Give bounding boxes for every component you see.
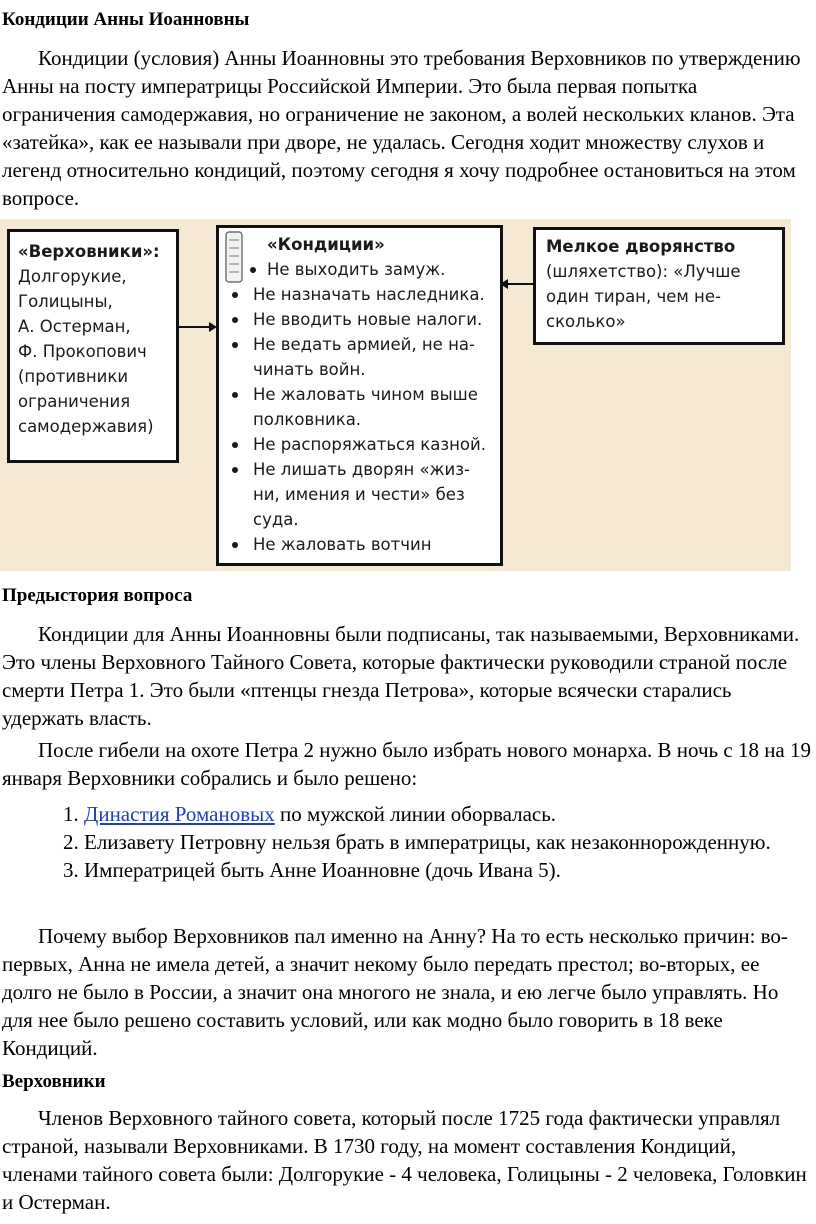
- minor-nobility-box: [533, 227, 785, 345]
- verkhovniki-title: «Верховники»:: [18, 242, 160, 261]
- condition-item: Не жаловать чином выше полковника.: [219, 382, 500, 432]
- conditions-title: «Кондиции»: [267, 235, 385, 254]
- condition-item: Не жаловать вотчин: [219, 532, 500, 557]
- arrow-right-icon: [179, 319, 219, 335]
- minor-nobility-line: один тиран, чем не-: [546, 287, 721, 306]
- arrow-left-icon: [500, 276, 536, 292]
- condition-item: Не ведать армией, не на- чинать войн.: [219, 332, 500, 382]
- minor-nobility-line: сколько»: [546, 312, 626, 331]
- condition-item: Не вводить новые налоги.: [219, 307, 500, 332]
- romanov-dynasty-link[interactable]: Династия Романовых: [84, 802, 275, 826]
- background-paragraph-3: Почему выбор Верховников пал именно на Анну? На то есть несколько причин: во-первых, Анна не имела детей, а значит некому было передать престол; во-вторых, ее долго не было в России, а значит она многого не знала, и ею легче было управлять. Но для нее было решено составить условий, или как модно было говорить в 18 веке Кондиций.: [2, 924, 788, 1060]
- conditions-list: [219, 257, 500, 557]
- verkhovniki-line: (противники: [18, 367, 129, 386]
- verkhovniki-line: Долгорукие,: [18, 267, 127, 286]
- background-paragraph-2: После гибели на охоте Петра 2 нужно было избрать нового монарха. В ночь с 18 на 19 января Верховники собрались и было решено:: [2, 738, 812, 790]
- minor-nobility-title: Мелкое дворянство: [546, 237, 736, 256]
- verkhovniki-line: Голицыны,: [18, 292, 113, 311]
- condition-item: Не выходить замуж.: [219, 257, 500, 282]
- verkhovniki-paragraph: Членов Верховного тайного совета, который после 1725 года фактически управлял страной, называли Верховниками. В 1730 году, на момент составления Кондиций, членами тайного совета были: Долгорукие - 4 человека, Голицыны - 2 человека, Головкин и Остерман.: [2, 1106, 807, 1214]
- background-paragraph-1: Кондиции для Анны Иоанновны были подписаны, так называемыми, Верховниками. Это члены Верховного Тайного Совета, которые фактически руководили страной после смерти Петра 1. Это были «птенцы гнезда Петрова», которые всячески старались удержать власть.: [2, 622, 800, 730]
- verkhovniki-line: А. Остерман,: [18, 317, 131, 336]
- section-title-background: Предыстория вопроса: [2, 585, 193, 606]
- verkhovniki-box: [7, 229, 179, 463]
- section-title-conditions: Кондиции Анны Иоанновны: [2, 9, 250, 30]
- conditions-diagram: [0, 219, 791, 571]
- verkhovniki-line: самодержавия): [18, 417, 154, 436]
- condition-item: Не распоряжаться казной.: [219, 432, 500, 457]
- verkhovniki-line: Ф. Прокопович: [18, 342, 147, 361]
- decision-item: 1. Династия Романовых по мужской линии оборвалась.: [84, 800, 814, 828]
- decision-item: 3. Императрицей быть Анне Иоанновне (дочь Ивана 5).: [84, 856, 814, 884]
- decision-item: 2. Елизавету Петровну нельзя брать в императрицы, как незаконнорожденную.: [84, 828, 814, 856]
- minor-nobility-line: (шляхетство): «Лучше: [546, 262, 741, 281]
- intro-paragraph: Кондиции (условия) Анны Иоанновны это требования Верховников по утверждению Анны на посту императрицы Российской Империи. Это была первая попытка ограничения самодержавия, но ограничение не законом, а волей нескольких кланов. Эта «затейка», как ее называли при дворе, не удалась. Сегодня ходит множеству слухов и легенд относительно кондиций, поэтому сегодня я хочу подробнее остановиться на этом вопросе.: [2, 46, 801, 210]
- conditions-box: [216, 225, 503, 566]
- section-title-verkhovniki: Верховники: [2, 1071, 106, 1092]
- condition-item: Не лишать дворян «жиз- ни, имения и чести» без суда.: [219, 457, 500, 532]
- decisions-list: [0, 800, 814, 884]
- condition-item: Не назначать наследника.: [219, 282, 500, 307]
- verkhovniki-line: ограничения: [18, 392, 131, 411]
